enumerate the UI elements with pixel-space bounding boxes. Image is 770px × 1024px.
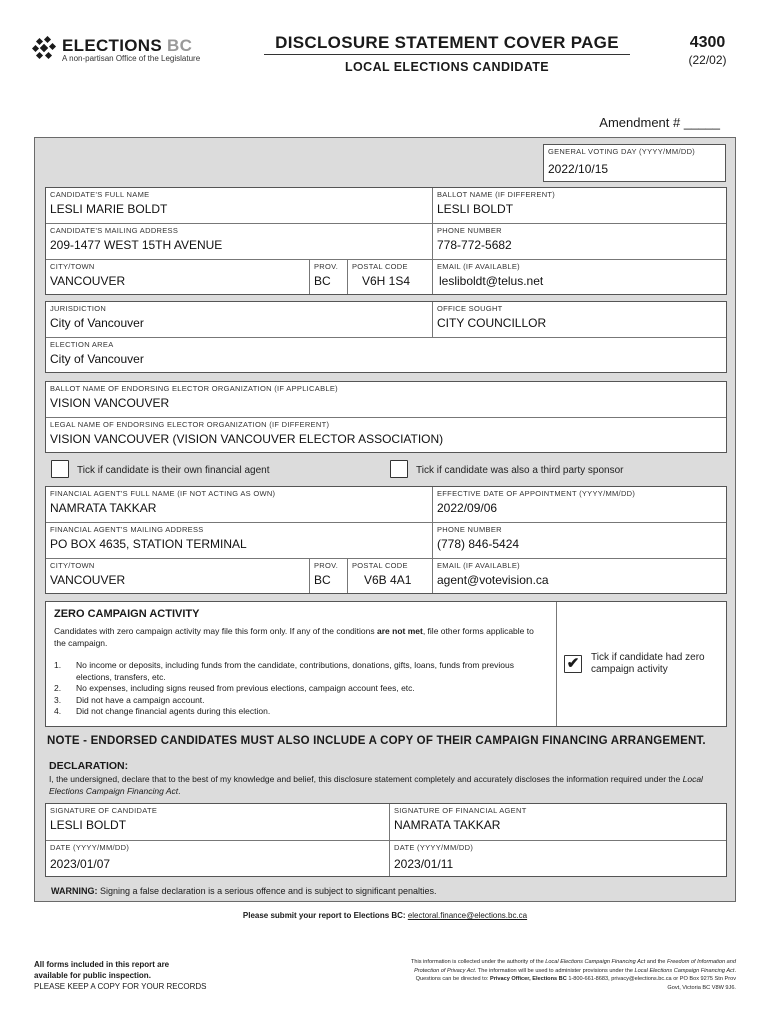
list-item: 4. Did not change financial agents during this election. [54, 706, 271, 716]
candidate-phone-label: PHONE NUMBER [437, 226, 502, 235]
agent-mailing-address-label: FINANCIAL AGENT'S MAILING ADDRESS [50, 525, 204, 534]
candidate-signature-value: LESLI BOLDT [50, 818, 127, 832]
candidate-prov-label: PROV. [314, 262, 339, 271]
agent-effective-date-value: 2022/09/06 [437, 501, 498, 515]
candidate-ballot-name-label: BALLOT NAME (IF DIFFERENT) [437, 190, 556, 199]
org-legal-name-label: LEGAL NAME OF ENDORSING ELECTOR ORGANIZATION (IF DIFFERENT) [50, 420, 330, 429]
agent-postal-field[interactable] [348, 559, 433, 593]
logo-wordmark: ELECTIONS BC [62, 36, 193, 55]
own-agent-checkbox[interactable] [51, 460, 69, 478]
candidate-mailing-address-label: CANDIDATE'S MAILING ADDRESS [50, 226, 179, 235]
agent-postal-value: V6B 4A1 [364, 573, 412, 587]
candidate-date-label: DATE (YYYY/MM/DD) [50, 843, 130, 852]
agent-phone-field[interactable] [433, 523, 726, 559]
list-item: 3. Did not have a campaign account. [54, 694, 205, 705]
endorsed-candidates-note: NOTE - ENDORSED CANDIDATES MUST ALSO INCLUDE A COPY OF THEIR CAMPAIGN FINANCING ARRANGEMENT. [47, 735, 706, 747]
agent-full-name-field[interactable] [46, 487, 433, 523]
candidate-city-label: CITY/TOWN [50, 262, 95, 271]
own-agent-checkbox-label: Tick if candidate is their own financial agent [77, 465, 270, 476]
amendment-number-field[interactable]: Amendment # _____ [599, 115, 720, 130]
voting-day-label: GENERAL VOTING DAY (YYYY/MM/DD) [548, 147, 696, 156]
candidate-full-name-label: CANDIDATE'S FULL NAME [50, 190, 150, 199]
agent-effective-date-label: EFFECTIVE DATE OF APPOINTMENT (YYYY/MM/DD) [437, 489, 636, 498]
agent-mailing-address-field[interactable] [46, 523, 433, 559]
candidate-full-name-value: LESLI MARIE BOLDT [50, 202, 168, 216]
organization-section [45, 381, 727, 453]
list-item: 1. No income or deposits, including funds from the candidate, contributions, donations, gifts, loans, funds from previous elections, transfers, etc. [54, 660, 514, 682]
office-sought-field[interactable] [433, 302, 726, 338]
submit-instructions: Please submit your report to Elections BC: electoral.finance@elections.bc.ca [242, 911, 528, 920]
logo-tagline: A non-partisan Office of the Legislature [62, 54, 201, 63]
agent-signature-value: NAMRATA TAKKAR [394, 818, 501, 832]
agent-full-name-value: NAMRATA TAKKAR [50, 501, 157, 515]
candidate-section [45, 187, 727, 295]
election-section [45, 301, 727, 373]
jurisdiction-value: City of Vancouver [50, 316, 144, 330]
signature-section [45, 803, 727, 877]
footer-left [34, 959, 207, 992]
agent-signature-label: SIGNATURE OF FINANCIAL AGENT [394, 806, 527, 815]
candidate-mailing-address-field[interactable] [46, 224, 433, 260]
submit-email-link[interactable]: electoral.finance@elections.bc.ca [407, 911, 528, 920]
candidate-postal-field[interactable] [348, 260, 433, 294]
candidate-prov-value: BC [314, 274, 331, 288]
zero-activity-checkbox[interactable]: ✔ [564, 655, 582, 673]
form-number: 4300 [689, 34, 726, 51]
candidate-mailing-address-value: 209-1477 WEST 15TH AVENUE [50, 238, 223, 252]
agent-city-value: VANCOUVER [50, 573, 126, 587]
candidate-ballot-name-field[interactable] [433, 188, 726, 224]
agent-phone-value: (778) 846-5424 [437, 537, 520, 551]
agent-city-label: CITY/TOWN [50, 561, 95, 570]
candidate-prov-field[interactable] [310, 260, 348, 294]
agent-email-label: EMAIL (IF AVAILABLE) [437, 561, 520, 570]
candidate-signature-label: SIGNATURE OF CANDIDATE [50, 806, 158, 815]
agent-date-value: 2023/01/11 [394, 857, 454, 871]
agent-signature-field[interactable] [390, 804, 726, 841]
agent-email-value: agent@votevision.ca [437, 573, 549, 587]
office-sought-label: OFFICE SOUGHT [437, 304, 503, 313]
agent-city-field[interactable] [46, 559, 310, 593]
zero-activity-intro: Candidates with zero campaign activity may file this form only. If any of the conditions are not met, file other forms applicable to the campaign. [54, 626, 534, 648]
declaration-text: I, the undersigned, declare that to the best of my knowledge and belief, this disclosure statement completely and accurately discloses the information required under the Local Elections Campaign Financing Act. [49, 774, 703, 796]
third-party-sponsor-checkbox[interactable] [390, 460, 408, 478]
election-area-value: City of Vancouver [50, 352, 144, 366]
election-area-label: ELECTION AREA [50, 340, 114, 349]
org-legal-name-field[interactable] [46, 418, 726, 452]
candidate-phone-field[interactable] [433, 224, 726, 260]
org-ballot-name-field[interactable] [46, 382, 726, 418]
candidate-email-label: EMAIL (IF AVAILABLE) [437, 262, 520, 271]
candidate-email-field[interactable] [433, 260, 726, 294]
agent-date-field[interactable] [390, 841, 726, 876]
agent-postal-label: POSTAL CODE [352, 561, 408, 570]
org-ballot-name-value: VISION VANCOUVER [50, 396, 170, 410]
candidate-signature-field[interactable] [46, 804, 390, 841]
candidate-city-value: VANCOUVER [50, 274, 126, 288]
candidate-date-value: 2023/01/07 [50, 857, 111, 871]
candidate-email-value: lesliboldt@telus.net [439, 274, 544, 288]
candidate-ballot-name-value: LESLI BOLDT [437, 202, 514, 216]
candidate-full-name-field[interactable] [46, 188, 433, 224]
candidate-date-field[interactable] [46, 841, 390, 876]
agent-mailing-address-value: PO BOX 4635, STATION TERMINAL [50, 537, 247, 551]
voting-day-field[interactable] [543, 144, 726, 182]
agent-phone-label: PHONE NUMBER [437, 525, 502, 534]
candidate-phone-value: 778-772-5682 [437, 238, 512, 252]
voting-day-value: 2022/10/15 [548, 162, 609, 176]
office-sought-value: CITY COUNCILLOR [437, 316, 547, 330]
agent-prov-field[interactable] [310, 559, 348, 593]
election-area-field[interactable] [46, 338, 726, 372]
agent-section [45, 486, 727, 594]
public-inspection-note: All forms included in this report are available for public inspection. [34, 960, 170, 980]
org-ballot-name-label: BALLOT NAME OF ENDORSING ELECTOR ORGANIZATION (IF APPLICABLE) [50, 384, 338, 393]
keep-copy-note: PLEASE KEEP A COPY FOR YOUR RECORDS [34, 982, 207, 991]
agent-email-field[interactable] [433, 559, 726, 593]
list-item: 2. No expenses, including signs reused from previous elections, campaign account fees, etc. [54, 683, 415, 693]
jurisdiction-field[interactable] [46, 302, 433, 338]
zero-activity-section [45, 601, 727, 727]
zero-activity-title: ZERO CAMPAIGN ACTIVITY [54, 608, 200, 620]
agent-effective-date-field[interactable] [433, 487, 726, 523]
form-version: (22/02) [688, 53, 727, 67]
agent-prov-label: PROV. [314, 561, 339, 570]
zero-activity-checkbox-label: Tick if candidate had zero campaign activity [591, 652, 705, 675]
form-panel [34, 137, 736, 902]
page-title: DISCLOSURE STATEMENT COVER PAGE [275, 33, 619, 52]
candidate-postal-label: POSTAL CODE [352, 262, 408, 271]
warning-text: WARNING: Signing a false declaration is a serious offence and is subject to significant penalties. [51, 886, 437, 896]
org-legal-name-value: VISION VANCOUVER (VISION VANCOUVER ELECTOR ASSOCIATION) [50, 432, 444, 446]
zero-activity-conditions [54, 660, 544, 718]
declaration-title: DECLARATION: [49, 760, 129, 772]
candidate-postal-value: V6H 1S4 [362, 274, 411, 288]
jurisdiction-label: JURISDICTION [50, 304, 107, 313]
elections-bc-logo [32, 36, 207, 66]
third-party-sponsor-checkbox-label: Tick if candidate was also a third party sponsor [416, 465, 624, 476]
privacy-notice: This information is collected under the authority of the Local Elections Campaign Financing Act and the Freedom of Information and Protection of Privacy Act. The information will be used to administer provisions under the Local Elections Campaign Financing Act. Questions can be directed to: Privacy Officer, Elections BC 1-800-661-8683, privacy@elections.bc.ca or PO Box 9275 Stn Prov Govt, Victoria BC V8W 9J6. [410, 959, 736, 991]
page-subtitle: LOCAL ELECTIONS CANDIDATE [345, 60, 549, 74]
elections-bc-logo-mark-icon [32, 36, 60, 62]
agent-prov-value: BC [314, 573, 331, 587]
title-underline [264, 54, 630, 55]
zero-activity-divider [556, 602, 557, 726]
agent-full-name-label: FINANCIAL AGENT'S FULL NAME (IF NOT ACTING AS OWN) [50, 489, 276, 498]
candidate-city-field[interactable] [46, 260, 310, 294]
agent-date-label: DATE (YYYY/MM/DD) [394, 843, 474, 852]
